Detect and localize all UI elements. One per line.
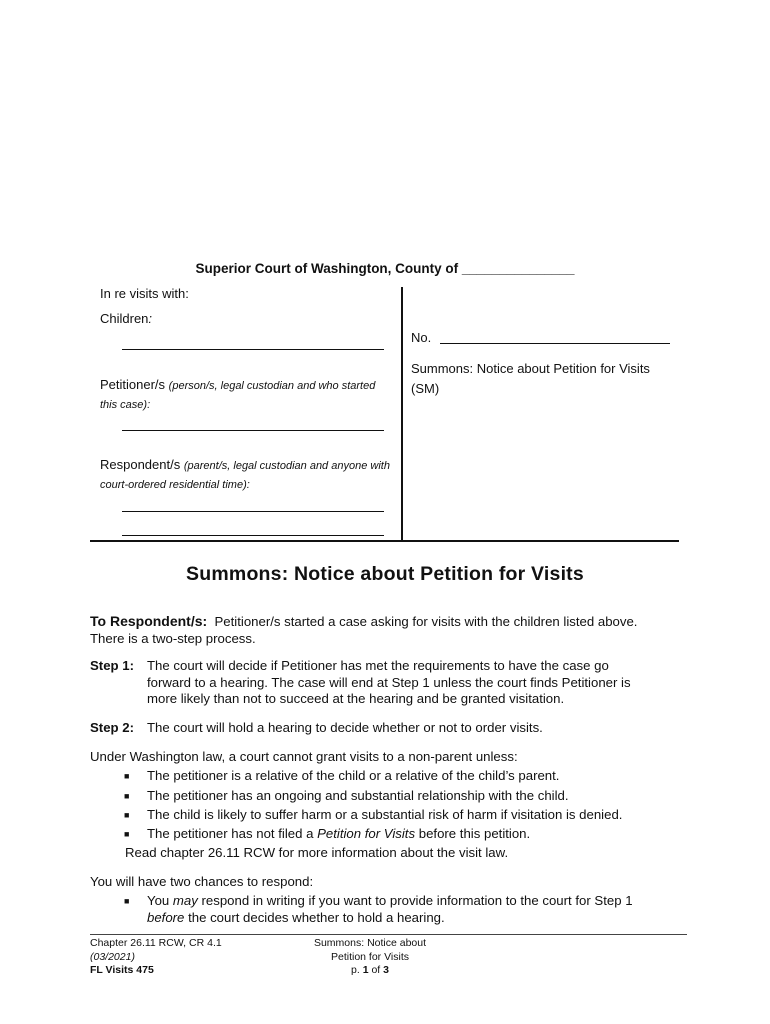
page-prefix: p.: [351, 964, 363, 976]
petitioners-label-text: Petitioner/s: [100, 377, 166, 392]
law-bullet-4-post: before this petition.: [415, 826, 531, 841]
children-label: [100, 311, 152, 326]
step1-line-1: The court will decide if Petitioner has met the requirements to have the case go: [147, 658, 609, 673]
document-name-line-2: (SM): [411, 381, 440, 396]
footer-revision-date: (03/2021): [90, 950, 135, 963]
bullet-icon: ■: [124, 810, 130, 820]
petitioners-note: (person/s, legal custodian and who started this case):: [100, 380, 376, 411]
children-label-text: Children: [100, 311, 149, 326]
step1-label: Step 1:: [90, 658, 134, 673]
document-name-line-1: Summons: Notice about Petition for Visits: [411, 361, 650, 376]
footer-page-number: [290, 964, 450, 978]
footer-form-number: FL Visits 475: [90, 964, 154, 976]
case-number-line: [440, 343, 670, 344]
intro-paragraph: [90, 613, 690, 647]
page-total: 3: [383, 964, 389, 976]
law-bullet-2-text: The petitioner has an ongoing and substantial relationship with the child.: [147, 788, 569, 803]
respond-bullet-1: [124, 893, 684, 910]
respond-bullet-1-pre: You: [147, 893, 173, 908]
intro-text-2: There is a two-step process.: [90, 630, 256, 646]
respondents-label-text: Respondent/s: [100, 457, 181, 472]
intro-text: Petitioner/s started a case asking for visits with the children listed above.: [214, 614, 638, 629]
petitioners-label: [100, 376, 392, 414]
respond-intro: You will have two chances to respond:: [90, 874, 314, 889]
respond-bullet-1-post: respond in writing if you want to provide information to the court for Step 1: [197, 893, 633, 908]
law-bullet-3-text: The child is likely to suffer harm or a substantial risk of harm if visitation is denied.: [147, 807, 623, 822]
step1-text: [147, 658, 687, 708]
footer-rule: [90, 934, 687, 935]
respondents-label: [100, 456, 392, 494]
respond-bullet-1-line-2-text: the court decides whether to hold a hearing.: [184, 910, 445, 925]
respondents-line-1: [122, 511, 384, 512]
footer-form-title-2: Petition for Visits: [330, 950, 409, 963]
respond-bullet-1-line-2-italic: before: [147, 910, 185, 925]
case-number-label: No.: [411, 330, 432, 345]
law-read-more: Read chapter 26.11 RCW for more information about the visit law.: [125, 845, 509, 860]
children-line: [122, 349, 384, 350]
bullet-icon: ■: [124, 896, 130, 906]
page-current: 1: [362, 964, 369, 976]
law-bullet-4-italic: Petition for Visits: [317, 826, 416, 841]
caption-bottom-rule: [90, 540, 679, 542]
law-bullet-3: [124, 807, 622, 824]
law-bullet-4: [124, 826, 530, 843]
step1-line-3: more likely than not to succeed at the hearing and be granted visitation.: [147, 691, 565, 706]
page-title: Summons: Notice about Petition for Visits: [186, 563, 584, 585]
law-bullet-1: [124, 768, 559, 785]
children-colon: :: [148, 311, 153, 326]
law-bullet-2: [124, 788, 569, 805]
petitioners-line: [122, 430, 384, 431]
bullet-icon: ■: [124, 771, 130, 781]
in-re-label: In re visits with:: [100, 286, 189, 301]
step2-label: Step 2:: [90, 720, 134, 735]
footer-center: [290, 937, 450, 978]
law-bullet-1-text: The petitioner is a relative of the child or a relative of the child’s parent.: [147, 768, 560, 783]
respond-bullet-1-line-2: [147, 910, 445, 927]
footer-form-title-1: Summons: Notice about: [313, 937, 427, 949]
step1-line-2: forward to a hearing. The case will end at Step 1 unless the court finds Petitioner is: [147, 674, 631, 690]
document-name: [411, 359, 650, 399]
respondents-line-2: [122, 535, 384, 536]
bullet-icon: ■: [124, 829, 130, 839]
court-header: Superior Court of Washington, County of _______________: [195, 261, 575, 276]
respondents-note: (parent/s, legal custodian and anyone with court-ordered residential time):: [100, 460, 390, 491]
intro-label: To Respondent/s:: [90, 613, 208, 629]
step2-text: The court will hold a hearing to decide whether or not to order visits.: [147, 720, 543, 735]
footer-left: [90, 937, 222, 978]
caption-divider: [401, 287, 403, 541]
respond-bullet-1-italic: may: [172, 893, 198, 908]
law-intro: Under Washington law, a court cannot grant visits to a non-parent unless:: [90, 749, 518, 764]
page-of: of: [368, 964, 384, 976]
bullet-icon: ■: [124, 791, 130, 801]
footer-statute: Chapter 26.11 RCW, CR 4.1: [90, 937, 222, 949]
law-bullet-4-pre: The petitioner has not filed a: [147, 826, 318, 841]
